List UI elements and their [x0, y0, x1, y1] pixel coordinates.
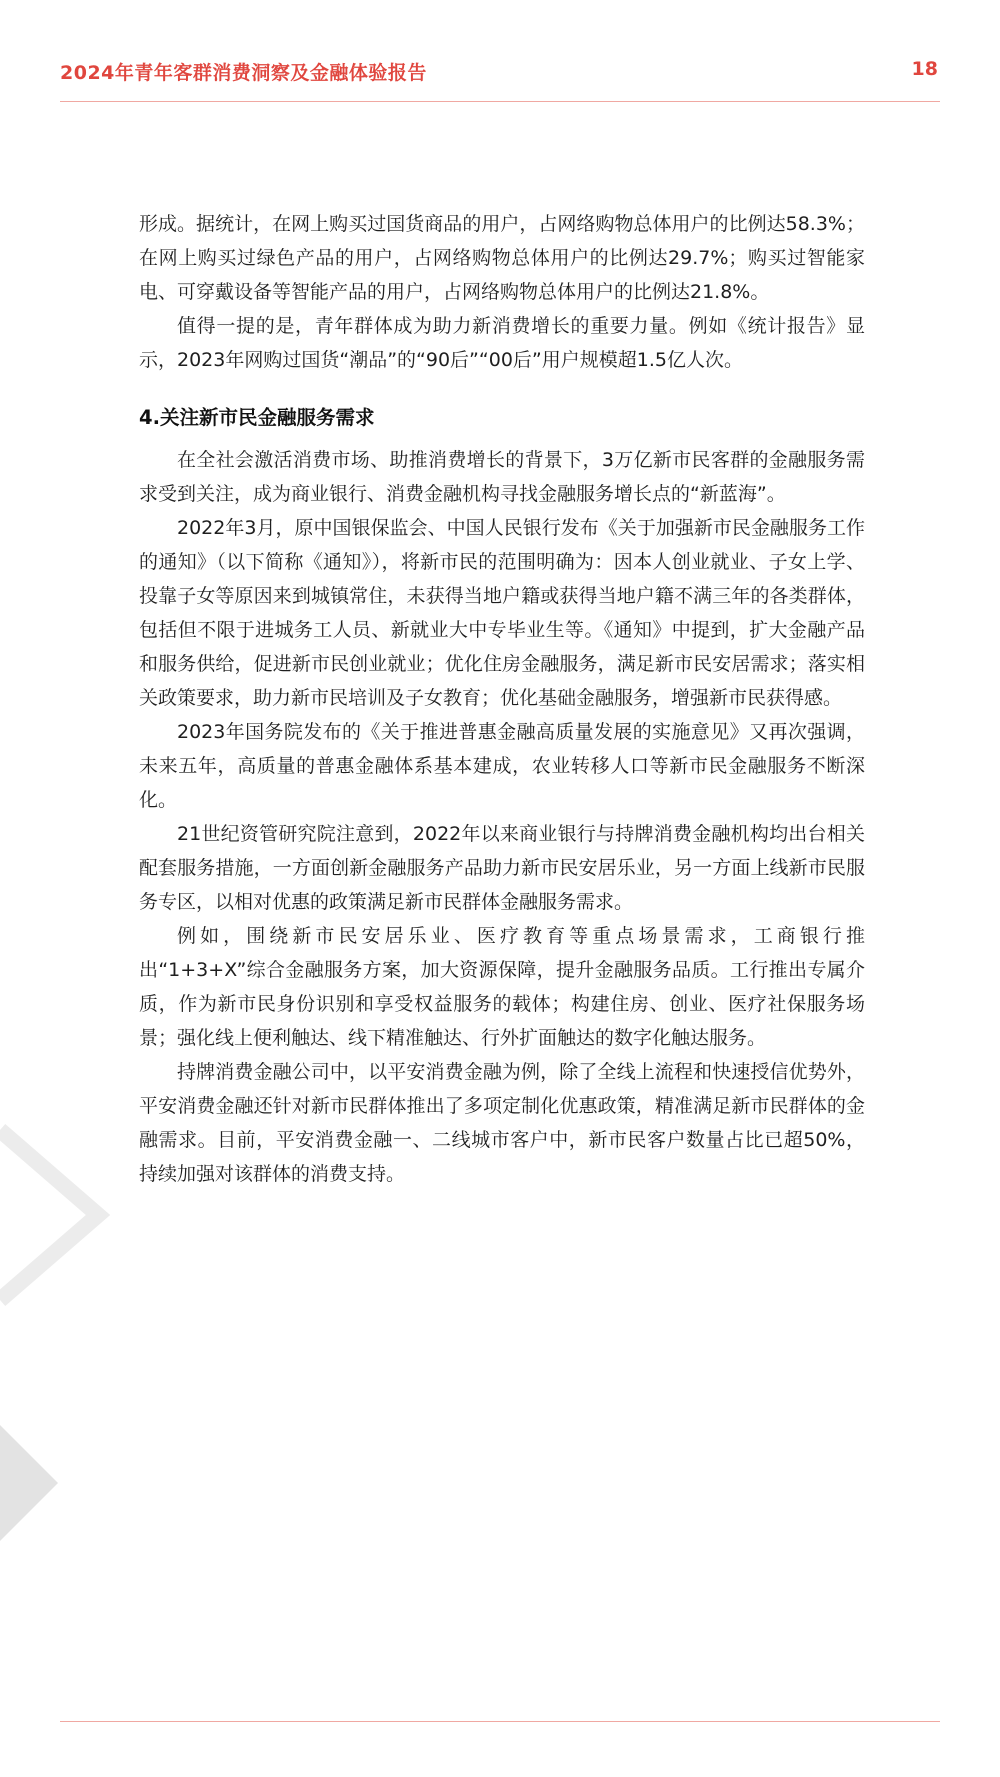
paragraph: 2022年3月，原中国银保监会、中国人民银行发布《关于加强新市民金融服务工作的通知》（以下简称《通知》），将新市民的范围明确为：因本人创业就业、子女上学、投靠子女等原因来到城镇常住，未获得当地户籍或获得当地户籍不满三年的各类群体，包括但不限于进城务工人员、新就业大中专毕业生等。《通知》中提到，扩大金融产品和服务供给，促进新市民创业就业；优化住房金融服务，满足新市民安居需求；落实相关政策要求，助力新市民培训及子女教育；优化基础金融服务，增强新市民获得感。 — [139, 517, 865, 709]
paragraph: 21世纪资管研究院注意到，2022年以来商业银行与持牌消费金融机构均出台相关配套服务措施，一方面创新金融服务产品助力新市民安居乐业，另一方面上线新市民服务专区，以相对优惠的政策满足新市民群体金融服务需求。 — [139, 823, 865, 913]
paragraph: 形成。据统计，在网上购买过国货商品的用户，占网络购物总体用户的比例达58.3%；在网上购买过绿色产品的用户，占网络购物总体用户的比例达29.7%；购买过智能家电、可穿戴设备等智能产品的用户，占网络购物总体用户的比例达21.8%。 — [139, 213, 865, 303]
footer-divider — [60, 1721, 940, 1722]
page-header — [60, 58, 940, 98]
page-number: 18 — [911, 58, 938, 80]
paragraph: 持牌消费金融公司中，以平安消费金融为例，除了全线上流程和快速授信优势外，平安消费金融还针对新市民群体推出了多项定制化优惠政策，精准满足新市民群体的金融需求。目前，平安消费金融一、二线城市客户中，新市民客户数量占比已超50%，持续加强对该群体的消费支持。 — [139, 1061, 865, 1185]
paragraph: 在全社会激活消费市场、助推消费增长的背景下，3万亿新市民客群的金融服务需求受到关注，成为商业银行、消费金融机构寻找金融服务增长点的“新蓝海”。 — [139, 449, 865, 505]
decorative-chevron-outline — [0, 1130, 98, 1300]
section-heading: 4.关注新市民金融服务需求 — [139, 406, 375, 429]
paragraph: 值得一提的是，青年群体成为助力新消费增长的重要力量。例如《统计报告》显示，2023年网购过国货“潮品”的“90后”“00后”用户规模超1.5亿人次。 — [139, 315, 865, 371]
paragraph: 2023年国务院发布的《关于推进普惠金融高质量发展的实施意见》又再次强调，未来五年，高质量的普惠金融体系基本建成，农业转移人口等新市民金融服务不断深化。 — [139, 721, 865, 811]
paragraph: 例如，围绕新市民安居乐业、医疗教育等重点场景需求，工商银行推出“1+3+X”综合金融服务方案，加大资源保障，提升金融服务品质。工行推出专属介质，作为新市民身份识别和享受权益服务的载体；构建住房、创业、医疗社保服务场景；强化线上便利触达、线下精准触达、行外扩面触达的数字化触达服务。 — [139, 925, 865, 1049]
decorative-chevron-shapes — [0, 0, 120, 1777]
header-divider — [60, 101, 940, 102]
article-body — [139, 207, 865, 1191]
report-title: 2024年青年客群消费洞察及金融体验报告 — [60, 62, 427, 84]
decorative-diamond — [0, 1425, 58, 1541]
